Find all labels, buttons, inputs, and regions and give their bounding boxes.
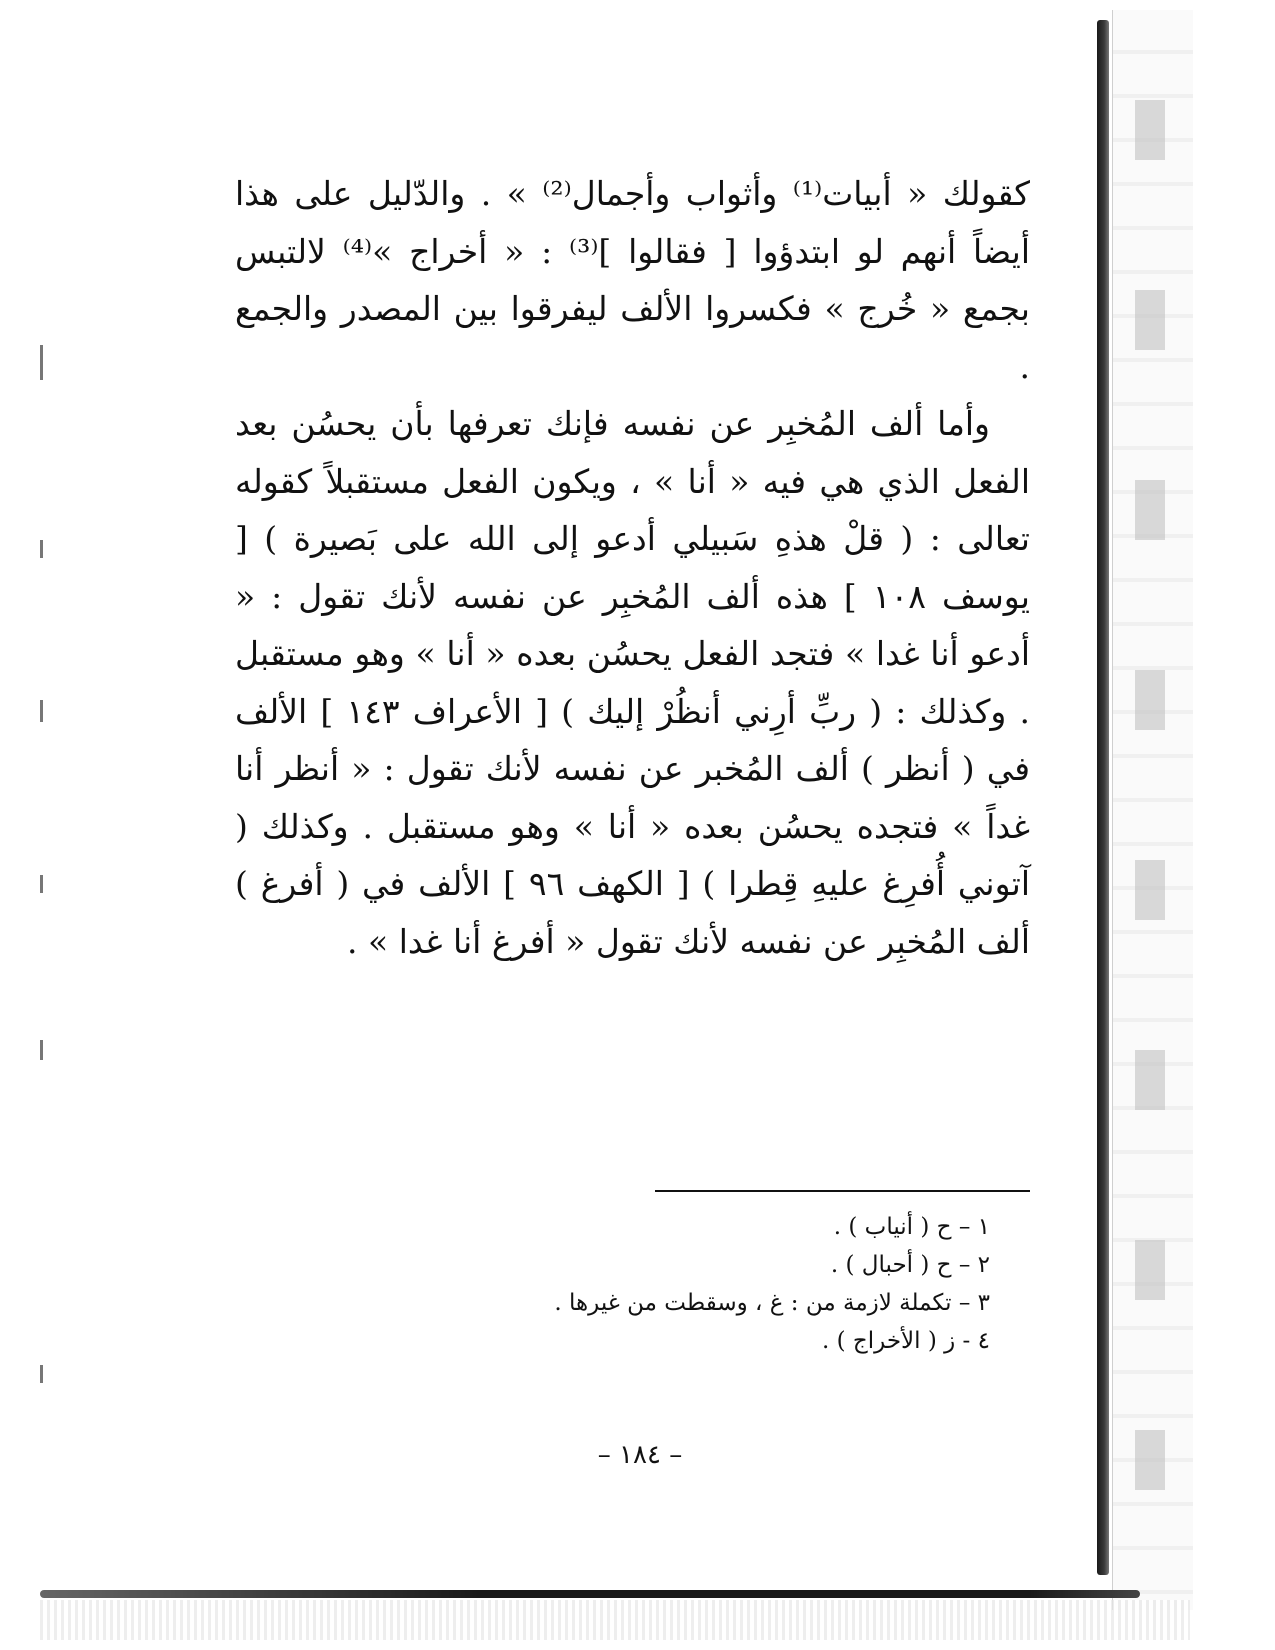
paragraph: كقولك « أبيات⁽¹⁾ وأثواب وأجمال⁽²⁾ » . والدّليل على هذا أيضاً أنهم لو ابتدؤوا [ فقالوا ]⁽³⁾ : « أخراج »⁽⁴⁾ لالتبس بجمع « خُرج » فكسروا الألف ليفرقوا بين المصدر والجمع . — [235, 174, 1031, 386]
paragraph: وأما ألف المُخبِر عن نفسه فإنك تعرفها بأن يحسُن بعد الفعل الذي هي فيه « أنا » ، ويكون الفعل مستقبلاً كقوله تعالى : ( قلْ هذهِ سَبيلي أدعو إلى الله على بَصيرة ) [ يوسف ١٠٨ ] هذه ألف المُخبِر عن نفسه لأنك تقول : « أدعو أنا غدا » فتجد الفعل يحسُن بعده « أنا » وهو مستقبل . وكذلك : ( ربِّ أرِني أنظُرْ إليك ) [ الأعراف ١٤٣ ] الألف في ( أنظر ) ألف المُخبر عن نفسه لأنك تقول : « أنظر أنا غداً » فتجده يحسُن بعده « أنا » وهو مستقبل . وكذلك ( آتوني أُفرِغ عليهِ قِطرا ) [ الكهف ٩٦ ] الألف في ( أفرغ ) ألف المُخبِر عن نفسه لأنك تقول « أفرغ أنا غدا » . — [235, 404, 1031, 961]
margin-mark — [40, 1040, 43, 1060]
footnote: ٣ – تكملة لازمة من : غ ، وسقطت من غيرها . — [554, 1290, 990, 1316]
binding-texture — [1135, 10, 1165, 1610]
margin-mark — [40, 540, 43, 558]
footnote-divider — [655, 1190, 1030, 1192]
margin-mark — [40, 700, 43, 722]
margin-mark — [40, 1365, 43, 1383]
footnote: ٤ - ز ( الأخراج ) . — [821, 1328, 990, 1354]
margin-mark — [40, 875, 43, 893]
scan-noise — [40, 1600, 1190, 1640]
footnote: ٢ – ح ( أحبال ) . — [830, 1252, 990, 1278]
footnotes — [450, 1208, 990, 1360]
footnote: ١ – ح ( أنياب ) . — [833, 1214, 990, 1240]
book-spine-edge — [1097, 20, 1109, 1575]
page-bottom-edge — [40, 1590, 1140, 1598]
page-number: – ١٨٤ – — [597, 1440, 683, 1470]
margin-mark — [40, 345, 43, 380]
main-text — [235, 165, 1030, 970]
